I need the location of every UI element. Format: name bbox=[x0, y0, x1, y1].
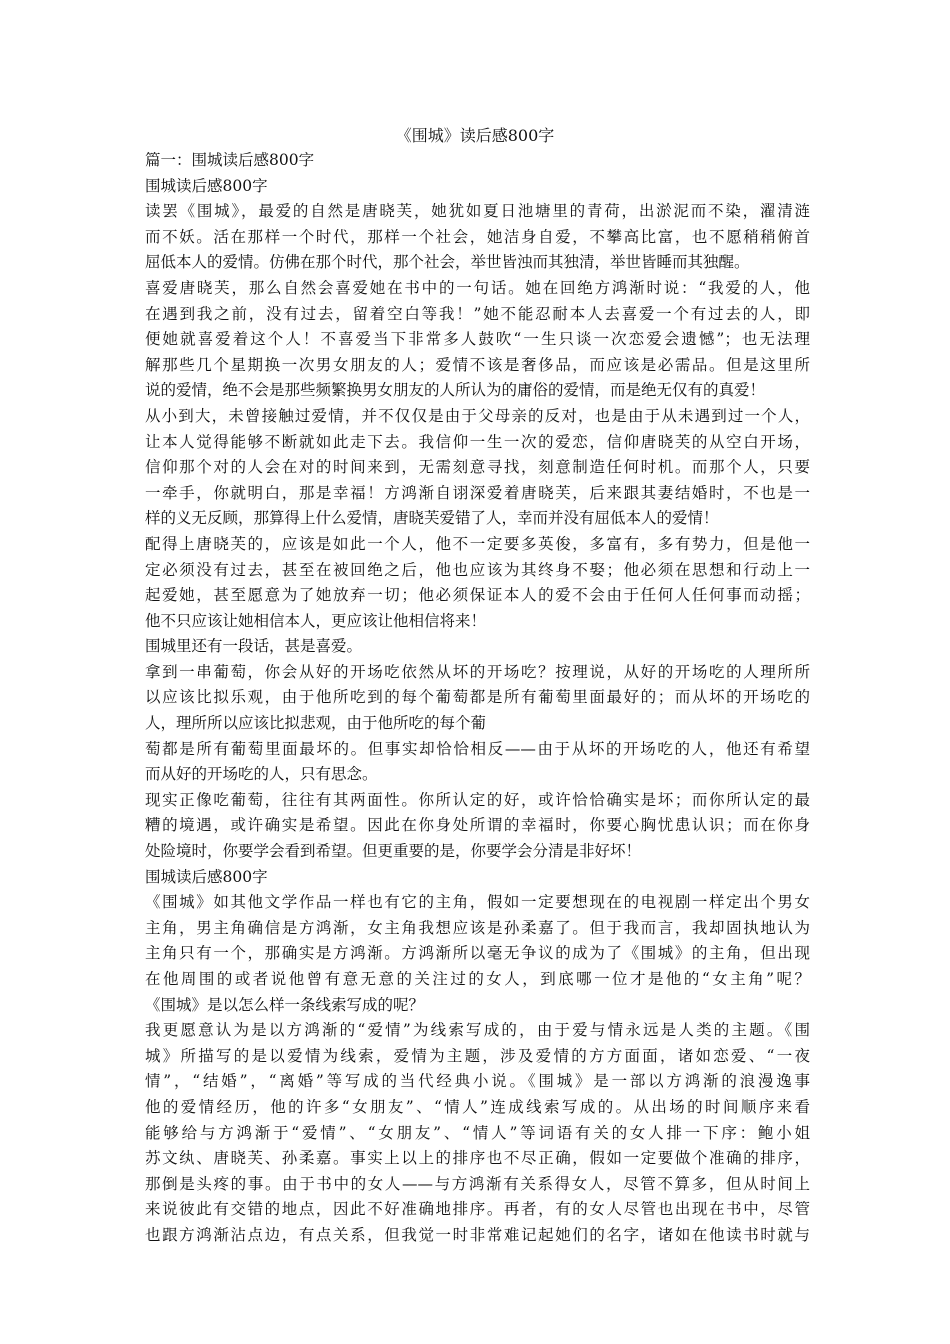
text-line: 起爱她，甚至愿意为了她放弃一切；他必须保证本人的爱不会由于任何人任何事而动摇； bbox=[145, 586, 810, 605]
text-line: 拿到一串葡萄，你会从好的开场吃依然从坏的开场吃？按理说，从好的开场吃的人理所所 bbox=[145, 662, 810, 681]
text-line: 能够给与方鸿渐于“爱情”、“女朋友”、“情人”等词语有关的女人排一下序：鲍小姐 bbox=[145, 1123, 810, 1142]
text-line: 城》所描写的是以爱情为线索，爱情为主题，涉及爱情的方方面面，诸如恋爱、“一夜 bbox=[145, 1046, 810, 1065]
text-line: 他的爱情经历，他的许多“女朋友”、“情人”连成线索写成的。从出场的时间顺序来看 bbox=[145, 1097, 810, 1116]
text-line: 读罢《围城》，最爱的自然是唐晓芙，她犹如夏日池塘里的青荷，出淤泥而不染，濯清涟 bbox=[145, 202, 810, 221]
text-line: 在遇到我之前，没有过去，留着空白等我！”她不能忍耐本人去喜爱一个有过去的人，即 bbox=[145, 304, 810, 323]
text-line: 在他周围的或者说他曾有意无意的关注过的女人，到底哪一位才是他的“女主角”呢？ bbox=[145, 970, 810, 988]
text-line: 糟的境遇，或许确实是希望。因此在你身处所谓的幸福时，你要心胸忧患认识；而在你身 bbox=[145, 816, 810, 835]
text-line: 现实正像吃葡萄，往往有其两面性。你所认定的好，或许恰恰确实是坏；而你所认定的最 bbox=[145, 790, 810, 809]
text-line: 那倒是头疼的事。由于书中的女人——与方鸿渐有关系得女人，尽管不算多，但从时间上 bbox=[145, 1174, 810, 1193]
text-line: 我更愿意认为是以方鸿渐的“爱情”为线索写成的，由于爱与情永远是人类的主题。《围 bbox=[145, 1021, 810, 1040]
text-line: 让本人觉得能够不断就如此走下去。我信仰一生一次的爱恋，信仰唐晓芙的从空白开场， bbox=[145, 432, 810, 451]
text-line: 人，理所所以应该比拟悲观，由于他所吃的每个葡 bbox=[145, 714, 487, 733]
text-line: 便她就喜爱着这个人！不喜爱当下非常多人鼓吹“一生只谈一次恋爱会遗憾”；也无法理 bbox=[145, 330, 810, 349]
text-line: 以应该比拟乐观，由于他所吃到的每个葡萄都是所有葡萄里面最好的；而从坏的开场吃的 bbox=[145, 688, 810, 707]
text-line: 从小到大，未曾接触过爱情，并不仅仅是由于父母亲的反对，也是由于从未遇到过一个人， bbox=[145, 406, 810, 425]
text-line: 萄都是所有葡萄里面最坏的。但事实却恰恰相反——由于从坏的开场吃的人，他还有希望 bbox=[145, 739, 810, 758]
text-line: 喜爱唐晓芙，那么自然会喜爱她在书中的一句话。她在回绝方鸿渐时说：“我爱的人，他 bbox=[145, 278, 810, 297]
text-line: 屈低本人的爱情。仿佛在那个时代，那个社会，举世皆浊而其独清，举世皆睡而其独醒。 bbox=[145, 253, 750, 272]
text-line: 围城读后感800字 bbox=[145, 867, 268, 886]
document-body bbox=[145, 148, 810, 1249]
text-line: 主角，男主角确信是方鸿渐，女主角我想应该是孙柔嘉了。但于我而言，我却固执地认为 bbox=[145, 918, 810, 937]
text-line: 也跟方鸿渐沾点边，有点关系，但我觉一时非常难记起她们的名字，诸如在他读书时就与 bbox=[145, 1225, 810, 1244]
text-line: 篇一：围城读后感800字 bbox=[145, 151, 315, 169]
text-line: 《围城》如其他文学作品一样也有它的主角，假如一定要想现在的电视剧一样定出个男女 bbox=[145, 893, 810, 912]
text-line: 苏文纨、唐晓芙、孙柔嘉。事实上以上的排序也不尽正确，假如一定要做个准确的排序， bbox=[145, 1149, 810, 1168]
text-line: 他不只应该让她相信本人，更应该让他相信将来！ bbox=[145, 611, 487, 630]
text-line: 定必须没有过去，甚至在被回绝之后，他也应该为其终身不娶；他必须在思想和行动上一 bbox=[145, 560, 810, 579]
text-line: 来说彼此有交错的地点，因此不好准确地排序。再者，有的女人尽管也出现在书中，尽管 bbox=[145, 1200, 810, 1219]
text-line: 而从好的开场吃的人，只有思念。 bbox=[145, 765, 378, 784]
text-line: 解那些几个星期换一次男女朋友的人；爱情不该是奢侈品，而应该是必需品。但是这里所 bbox=[145, 355, 810, 374]
text-line: 一牵手，你就明白，那是幸福！方鸿渐自诩深爱着唐晓芙，后来跟其妻结婚时，不也是一 bbox=[145, 483, 810, 502]
text-line: 配得上唐晓芙的，应该是如此一个人，他不一定要多英俊，多富有，多有势力，但是他一 bbox=[145, 534, 810, 553]
text-line: 围城读后感800字 bbox=[145, 176, 268, 195]
document-title: 《围城》读后感800字 bbox=[395, 126, 555, 145]
text-line: 说的爱情，绝不会是那些频繁换男女朋友的人所认为的庸俗的爱情，而是绝无仅有的真爱！ bbox=[145, 381, 766, 400]
text-line: 情”，“结婚”，“离婚”等写成的当代经典小说。《围城》是一部以方鸿渐的浪漫逸事 bbox=[145, 1072, 810, 1091]
text-line: 而不妖。活在那样一个时代，那样一个社会，她洁身自爱，不攀高比富，也不愿稍稍俯首 bbox=[145, 227, 810, 246]
text-line: 《围城》是以怎么样一条线索写成的呢？ bbox=[145, 995, 425, 1014]
text-line: 主角只有一个，那确实是方鸿渐。方鸿渐所以毫无争议的成为了《围城》的主角，但出现 bbox=[145, 944, 810, 963]
text-line: 样的义无反顾，那算得上什么爱情，唐晓芙爱错了人，幸而并没有屈低本人的爱情！ bbox=[145, 509, 719, 528]
text-line: 围城里还有一段话，甚是喜爱。 bbox=[145, 637, 363, 656]
text-line: 信仰那个对的人会在对的时间来到，无需刻意寻找，刻意制造任何时机。而那个人，只要 bbox=[145, 458, 810, 477]
text-line: 处险境时，你要学会看到希望。但更重要的是，你要学会分清是非好坏！ bbox=[145, 842, 642, 861]
